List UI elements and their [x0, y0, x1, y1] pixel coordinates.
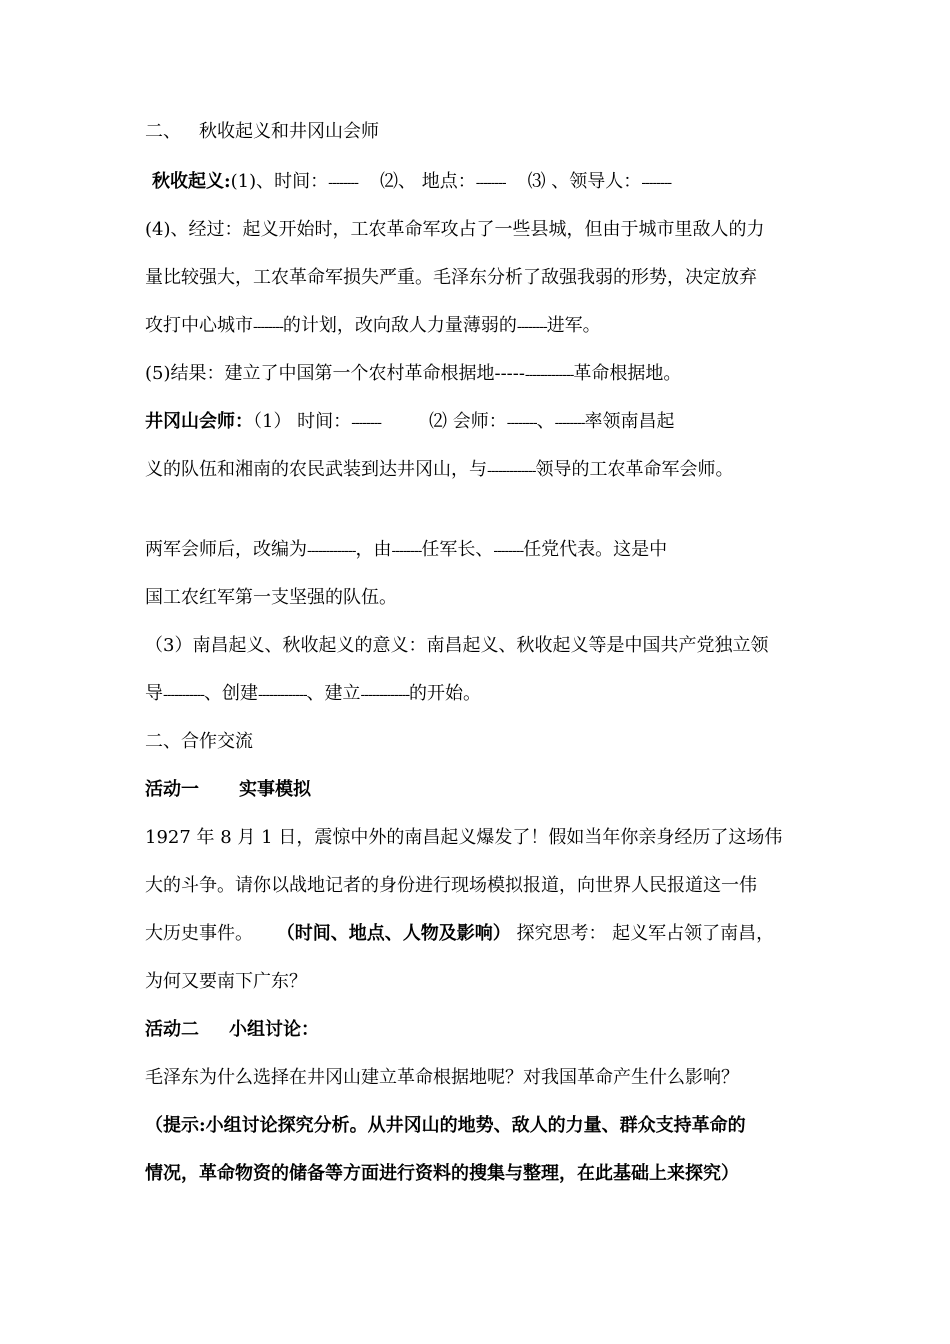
- autumn-process-line1: (4)、经过：起义开始时，工农革命军攻占了一些县城，但由于城市里敌人的力: [145, 219, 765, 240]
- blank: --------: [351, 415, 382, 431]
- activity1-line3: 大历史事件。 （时间、地点、人物及影响） 探究思考： 起义军占领了南昌，: [145, 923, 775, 944]
- autumn-items-line: 秋收起义:(1)、时间：-------- ⑵、 地点：-------- ⑶ 、领导人：--------: [152, 170, 832, 195]
- activity2-question: 毛泽东为什么选择在井冈山建立革命根据地呢？对我国革命产生什么影响？: [145, 1067, 739, 1088]
- section1-heading: 二、 秋收起义和井冈山会师: [145, 121, 379, 142]
- jinggang-label: 井冈山会师：: [145, 411, 253, 432]
- activity2-hint1: （提示:小组讨论探究分析。从井冈山的地势、敌人的力量、群众支持革命的: [145, 1115, 746, 1136]
- jinggang-line2: 义的队伍和湘南的农民武装到达井冈山，与-------------领导的工农革命军会师。: [145, 458, 825, 483]
- blank: --------: [516, 319, 547, 335]
- activity1-line1: 1927 年 8 月 1 日，震惊中外的南昌起义爆发了！假如当年你亲身经历了这场伟: [145, 827, 783, 848]
- blank: --------: [554, 415, 585, 431]
- blank: -------------: [258, 687, 307, 703]
- blank: --------: [475, 175, 506, 191]
- activity1-title: 活动一 实事模拟: [145, 779, 311, 800]
- blank: -----------: [163, 687, 205, 703]
- activity2-title: 活动二 小组讨论：: [145, 1019, 319, 1040]
- blank: --------: [253, 319, 283, 335]
- blank: --------: [493, 543, 524, 559]
- blank: --------: [391, 543, 422, 559]
- activity1-line2: 大的斗争。请你以战地记者的身份进行现场模拟报道，向世界人民报道这一伟: [145, 875, 757, 896]
- jinggang-line3: 两军会师后，改编为-------------，由--------任军长、--------任党代表。这是中: [145, 538, 825, 563]
- blank: --------: [328, 175, 358, 191]
- jinggang-line1: 井冈山会师：（1） 时间：-------- ⑵ 会师：--------、--------率领南昌起: [145, 410, 825, 435]
- blank: -------------: [487, 463, 536, 479]
- significance-line2: 导-----------、创建-------------、建立-------------的开始。: [145, 682, 825, 707]
- blank: -------------: [307, 543, 356, 559]
- activity2-hint2: 情况，革命物资的储备等方面进行资料的搜集与整理，在此基础上来探究）: [145, 1163, 739, 1184]
- autumn-process-line2: 量比较强大，工农革命军损失严重。毛泽东分析了敌强我弱的形势，决定放弃: [145, 267, 757, 288]
- significance-line1: （3）南昌起义、秋收起义的意义：南昌起义、秋收起义等是中国共产党独立领: [145, 635, 769, 656]
- blank: -------------: [360, 687, 410, 703]
- activity1-line4: 为何又要南下广东？: [145, 971, 307, 992]
- blank: --------: [506, 415, 537, 431]
- jinggang-line4: 国工农红军第一支坚强的队伍。: [145, 587, 397, 608]
- autumn-label: 秋收起义:: [152, 171, 231, 192]
- blank: -------------: [524, 367, 574, 383]
- section2-heading: 二、合作交流: [145, 731, 253, 752]
- autumn-process-line3: 攻打中心城市--------的计划，改向敌人力量薄弱的--------进军。: [145, 314, 825, 339]
- autumn-result-line: (5)结果：建立了中国第一个农村革命根据地------------------革命根据地。: [145, 362, 825, 387]
- blank: --------: [641, 175, 672, 191]
